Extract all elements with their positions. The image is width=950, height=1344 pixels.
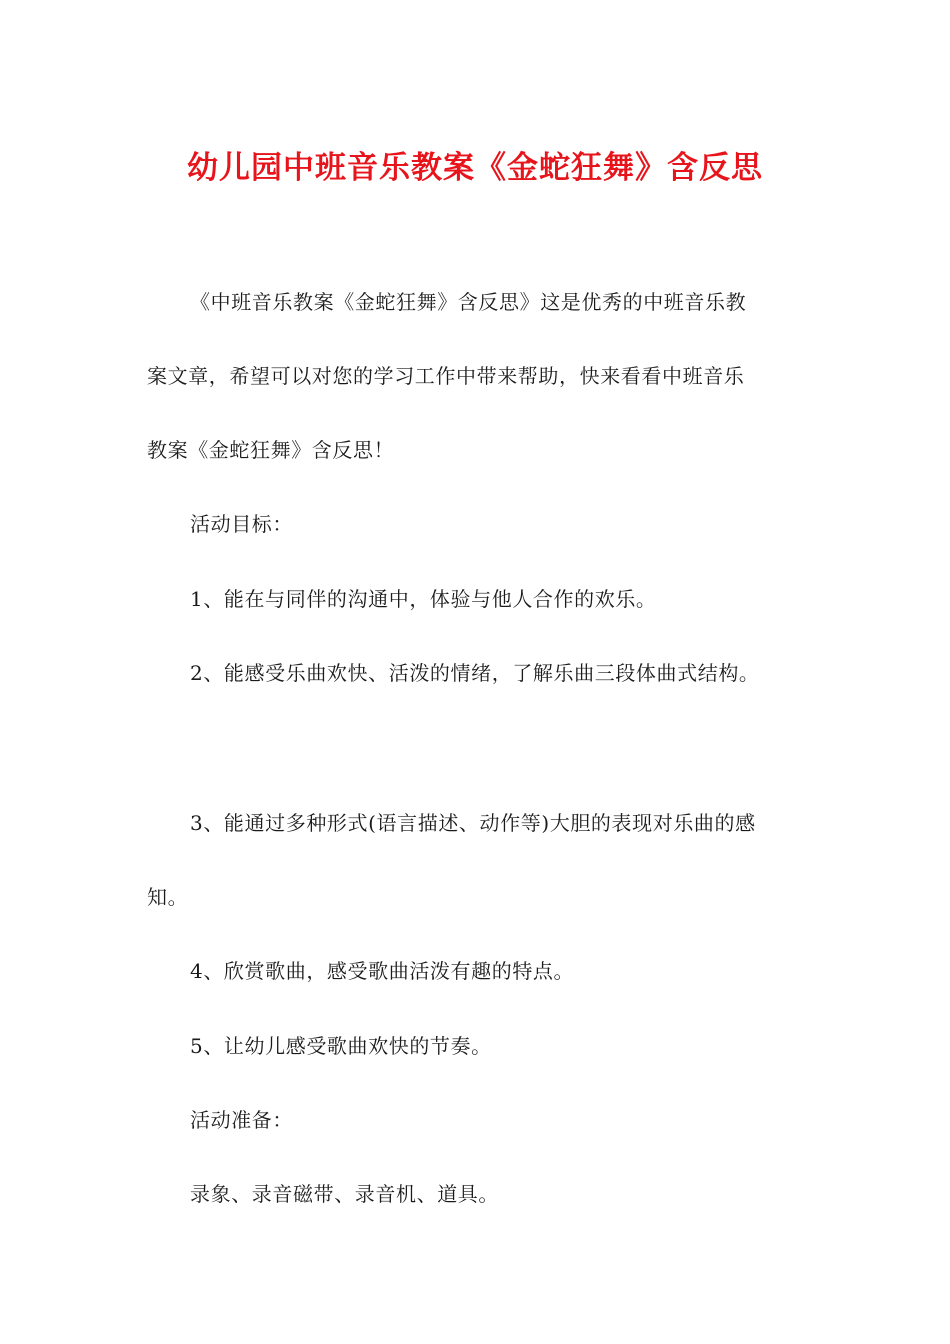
goals-heading: 活动目标： [190, 512, 293, 536]
intro-line-3: 教案《金蛇狂舞》含反思！ [147, 438, 395, 462]
prep-items: 录象、录音磁带、录音机、道具。 [190, 1182, 499, 1206]
document-title: 幼儿园中班音乐教案《金蛇狂舞》含反思 [187, 150, 763, 186]
intro-line-1: 《中班音乐教案《金蛇狂舞》含反思》这是优秀的中班音乐教 [190, 290, 747, 314]
prep-heading: 活动准备： [190, 1108, 293, 1132]
intro-line-2: 案文章，希望可以对您的学习工作中带来帮助，快来看看中班音乐 [147, 364, 745, 388]
goal-item-5: 5、让幼儿感受歌曲欢快的节奏。 [190, 1034, 492, 1058]
goal-item-2: 2、能感受乐曲欢快、活泼的情绪，了解乐曲三段体曲式结构。 [190, 661, 760, 685]
goal-item-3-continued: 知。 [147, 885, 189, 909]
goal-item-3: 3、能通过多种形式(语言描述、动作等)大胆的表现对乐曲的感 [190, 811, 756, 835]
goal-item-1: 1、能在与同伴的沟通中，体验与他人合作的欢乐。 [190, 587, 657, 611]
goal-item-4: 4、欣赏歌曲，感受歌曲活泼有趣的特点。 [190, 959, 575, 983]
